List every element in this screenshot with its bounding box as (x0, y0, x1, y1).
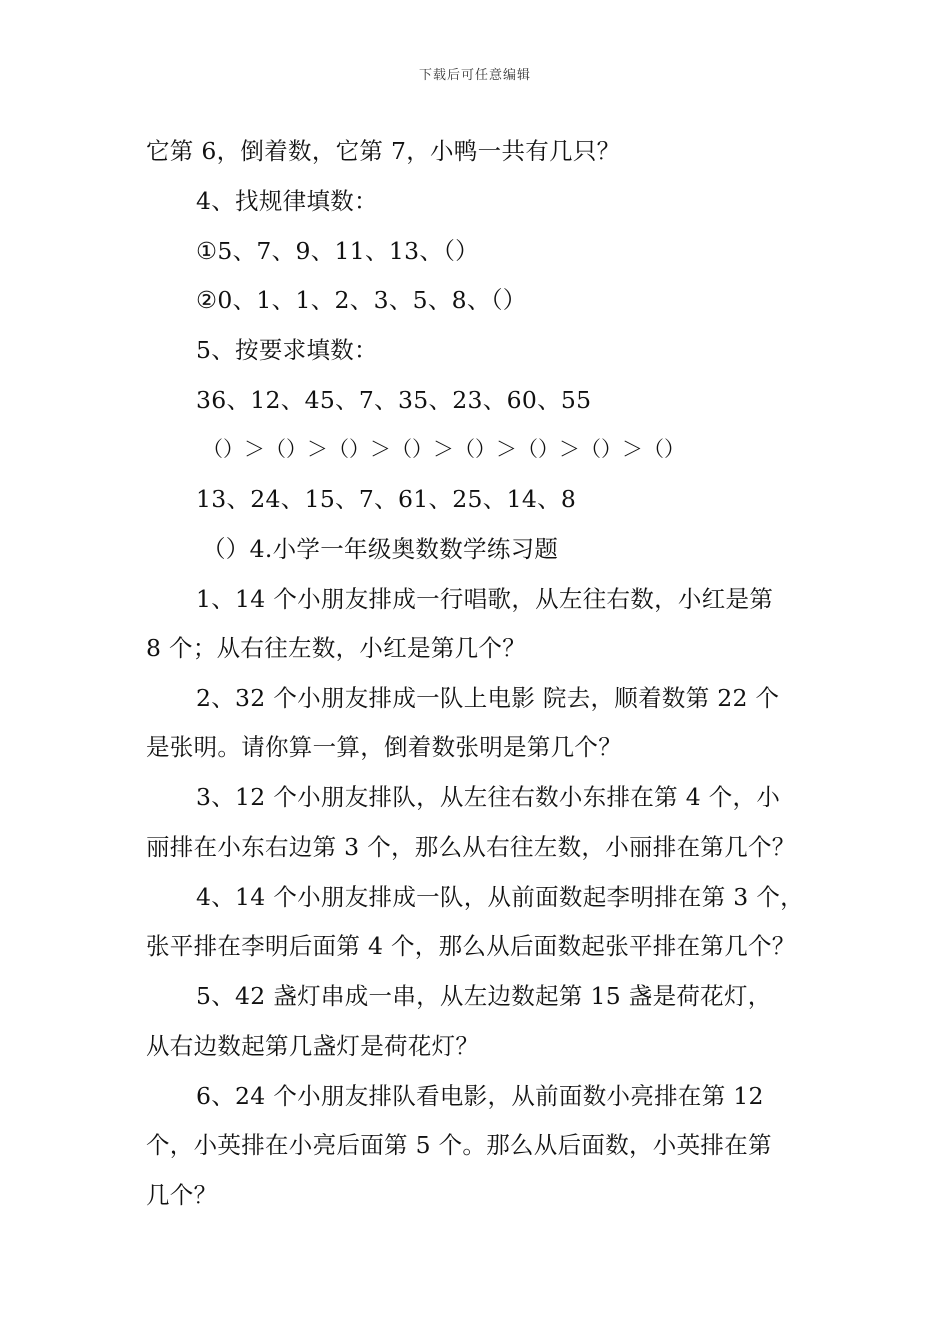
text-line-21: 个，小英排在小亮后面第 5 个。那么从后面数，小英排在第 (146, 1131, 772, 1159)
text-line-13: 是张明。请你算一算，倒着数张明是第几个？ (146, 733, 622, 761)
text-line-22: 几个？ (146, 1181, 218, 1209)
text-line-19: 从右边数起第几盏灯是荷花灯？ (146, 1032, 480, 1060)
text-line-7: （）＞（）＞（）＞（）＞（）＞（）＞（）＞（） (202, 437, 685, 461)
text-line-20: 6、24 个小朋友排队看电影，从前面数小亮排在第 12 (196, 1082, 764, 1110)
text-line-9: （）4.小学一年级奥数数学练习题 (202, 535, 559, 563)
text-line-4: ②0、1、1、2、3、5、8、（） (196, 286, 527, 314)
text-line-18: 5、42 盏灯串成一串，从左边数起第 15 盏是荷花灯， (196, 982, 772, 1010)
text-line-15: 丽排在小东右边第 3 个，那么从右往左数，小丽排在第几个？ (146, 833, 796, 861)
text-line-12: 2、32 个小朋友排成一队上电影 院去，顺着数第 22 个 (196, 684, 780, 712)
text-line-11: 8 个；从右往左数，小红是第几个？ (146, 634, 527, 662)
page-header: 下载后可任意编辑 (418, 68, 531, 83)
text-line-14: 3、12 个小朋友排队，从左往右数小东排在第 4 个，小 (196, 783, 781, 811)
text-line-16: 4、14 个小朋友排成一队，从前面数起李明排在第 3 个， (196, 883, 804, 911)
text-line-2: 4、找规律填数： (196, 187, 378, 215)
text-line-1: 它第 6，倒着数，它第 7，小鸭一共有几只？ (146, 137, 621, 165)
text-line-6: 36、12、45、7、35、23、60、55 (196, 386, 592, 414)
text-line-17: 张平排在李明后面第 4 个，那么从后面数起张平排在第几个？ (146, 932, 796, 960)
text-line-5: 5、按要求填数： (196, 336, 378, 364)
text-line-3: ①5、7、9、11、13、（） (196, 237, 479, 265)
text-line-8: 13、24、15、7、61、25、14、8 (196, 485, 577, 513)
text-line-10: 1、14 个小朋友排成一行唱歌，从左往右数，小红是第 (196, 585, 774, 613)
